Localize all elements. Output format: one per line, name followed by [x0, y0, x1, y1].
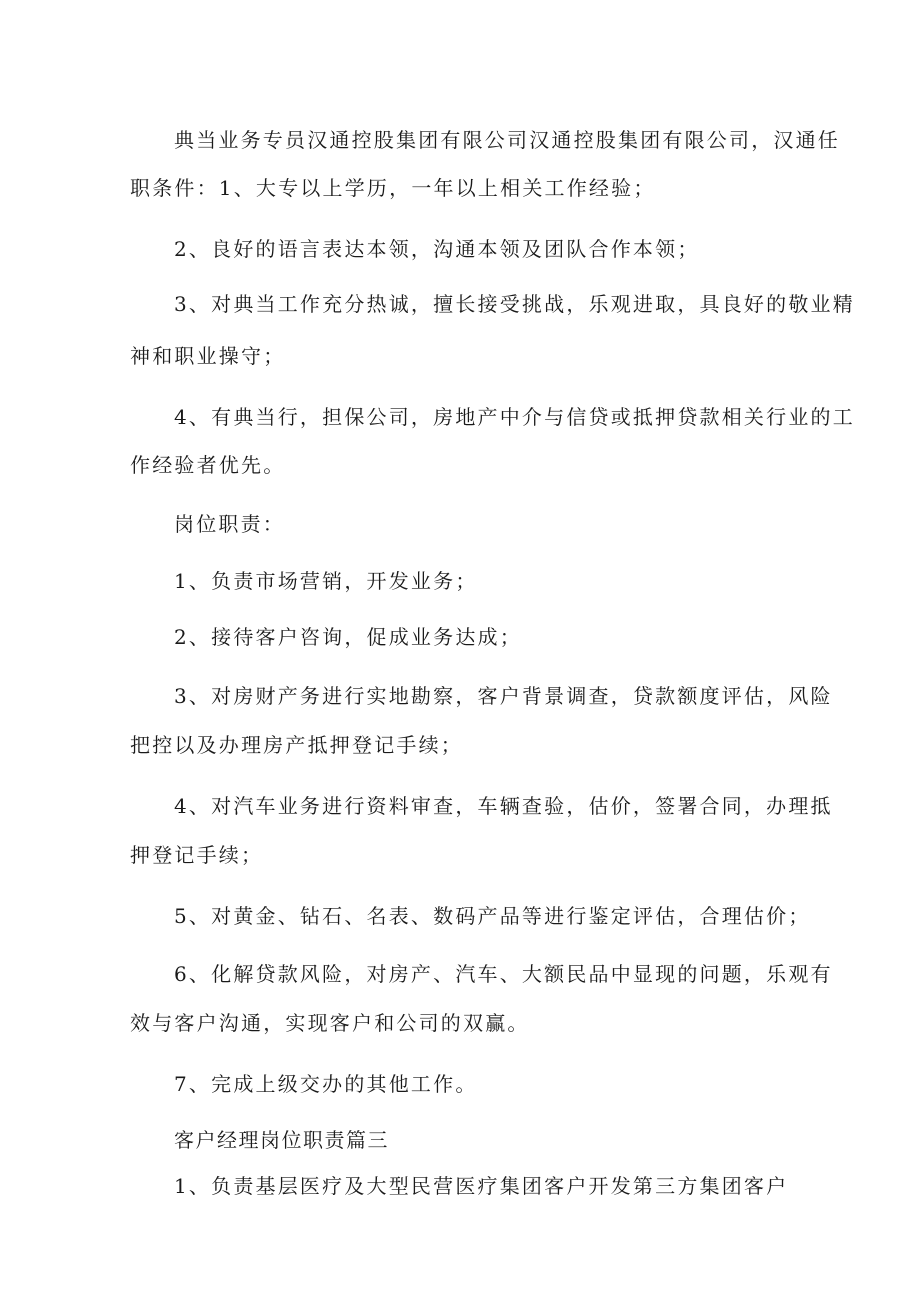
paragraph-line: 职条件：1、大专以上学历，一年以上相关工作经验；	[130, 176, 656, 200]
list-item-continuation: 押登记手续；	[130, 843, 264, 867]
paragraph-line: 作经验者优先。	[130, 453, 286, 477]
list-item-continuation: 效与客户沟通，实现客户和公司的双赢。	[130, 1011, 530, 1035]
list-item: 7、完成上级交办的其他工作。	[174, 1072, 478, 1096]
list-item-continuation: 把控以及办理房产抵押登记手续；	[130, 733, 463, 757]
paragraph-line: 神和职业操守；	[130, 344, 286, 368]
list-item: 1、负责市场营销，开发业务；	[174, 569, 478, 593]
section-heading: 岗位职责：	[174, 512, 285, 536]
list-item: 5、对黄金、钻石、名表、数码产品等进行鉴定评估，合理估价；	[174, 904, 811, 928]
list-item: 4、对汽车业务进行资料审查，车辆查验，估价，签署合同，办理抵	[174, 794, 833, 818]
paragraph-line: 4、有典当行，担保公司，房地产中介与信贷或抵押贷款相关行业的工	[174, 405, 855, 429]
paragraph-line: 典当业务专员汉通控股集团有限公司汉通控股集团有限公司，汉通任	[174, 128, 840, 152]
list-item: 6、化解贷款风险，对房产、汽车、大额民品中显现的问题，乐观有	[174, 962, 833, 986]
section-title: 客户经理岗位职责篇三	[174, 1128, 389, 1152]
list-item: 1、负责基层医疗及大型民营医疗集团客户开发第三方集团客户	[174, 1174, 789, 1198]
paragraph-line: 3、对典当工作充分热诚，擅长接受挑战，乐观进取，具良好的敬业精	[174, 292, 855, 316]
paragraph-line: 2、良好的语言表达本领，沟通本领及团队合作本领；	[174, 237, 700, 261]
list-item: 2、接待客户咨询，促成业务达成；	[174, 625, 522, 649]
list-item: 3、对房财产务进行实地勘察，客户背景调查，贷款额度评估，风险	[174, 684, 833, 708]
